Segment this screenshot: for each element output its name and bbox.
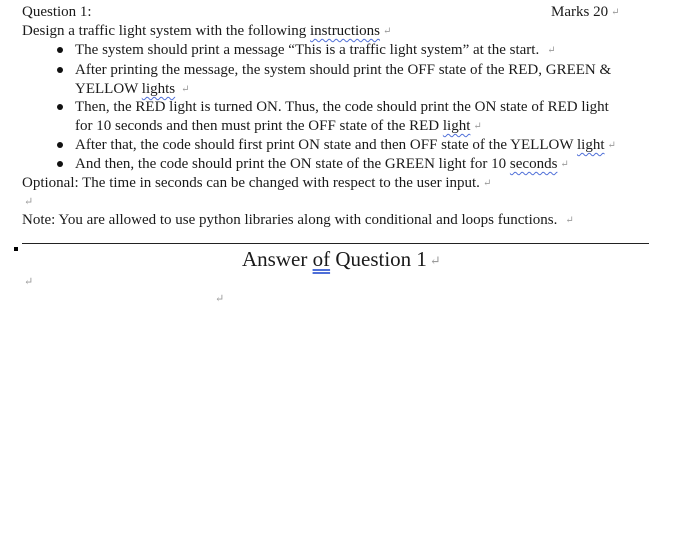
intro-line	[22, 22, 392, 41]
bullet-dot-icon	[57, 67, 63, 73]
bullet-dot-icon	[57, 161, 63, 167]
list-item-3-line-2	[75, 117, 482, 136]
list-item-2-line-1	[75, 61, 611, 80]
return-arrow-icon: ↵	[565, 215, 574, 226]
optional-text: Optional: The time in seconds can be changed with respect to the user input.	[22, 175, 480, 191]
list-item-text: And then, the code should print the ON state of the GREEN light for 10	[75, 156, 510, 172]
paragraph-marker	[14, 247, 18, 251]
note-line	[22, 211, 574, 230]
question-heading	[22, 3, 92, 22]
return-arrow-icon: ↵	[547, 45, 556, 56]
return-arrow-icon: ↵	[473, 121, 482, 132]
list-item-4	[75, 136, 617, 155]
list-item-1	[75, 41, 556, 60]
return-arrow-icon: ↵	[181, 84, 190, 95]
marks-label	[551, 3, 620, 22]
return-arrow-icon: ↵	[24, 196, 34, 208]
horizontal-divider	[22, 243, 649, 244]
return-arrow-icon: ↵	[383, 26, 392, 37]
list-item-3-line-1	[75, 98, 609, 117]
bullet-dot-icon	[57, 104, 63, 110]
answer-heading-underlined-word: of	[312, 247, 331, 271]
list-item-2-line-2	[75, 80, 190, 99]
note-text: Note: You are allowed to use python libraries along with conditional and loops functions.	[22, 212, 558, 228]
bullet-dot-icon	[57, 142, 63, 148]
list-item-text: After that, the code should first print ON state and then OFF state of the YELLOW	[75, 137, 577, 153]
optional-line	[22, 174, 492, 193]
return-arrow-icon: ↵	[611, 7, 620, 18]
return-arrow-icon: ↵	[560, 159, 569, 170]
list-item-underlined-word: lights	[141, 81, 176, 97]
question-label: Question 1:	[22, 4, 92, 20]
return-arrow-icon: ↵	[607, 140, 616, 151]
list-item-5	[75, 155, 569, 174]
list-item-text: Then, the RED light is turned ON. Thus, the code should print the ON state of RED light	[75, 99, 609, 115]
bullet-dot-icon	[57, 47, 63, 53]
list-item-text: YELLOW	[75, 81, 142, 97]
list-item-text: for 10 seconds and then must print the OFF state of the RED	[75, 118, 443, 134]
list-item-text: The system should print a message “This is a traffic light system” at the start.	[75, 42, 540, 58]
return-arrow-icon: ↵	[215, 293, 225, 305]
list-item-text: After printing the message, the system should print the OFF state of the RED, GREEN &	[75, 62, 612, 78]
list-item-underlined-word: light	[442, 118, 471, 134]
answer-heading-text: Answer	[242, 247, 313, 271]
intro-text: Design a traffic light system with the following	[22, 23, 311, 39]
return-arrow-icon: ↵	[429, 253, 441, 268]
list-item-underlined-word: light	[576, 137, 605, 153]
marks-text: Marks 20	[551, 4, 609, 20]
answer-heading-text: Question 1	[330, 247, 427, 271]
list-item-underlined-word: seconds	[509, 156, 558, 172]
intro-underlined-word: instructions	[310, 23, 381, 39]
return-arrow-icon: ↵	[24, 276, 34, 288]
answer-heading	[242, 246, 442, 272]
return-arrow-icon: ↵	[482, 178, 492, 189]
